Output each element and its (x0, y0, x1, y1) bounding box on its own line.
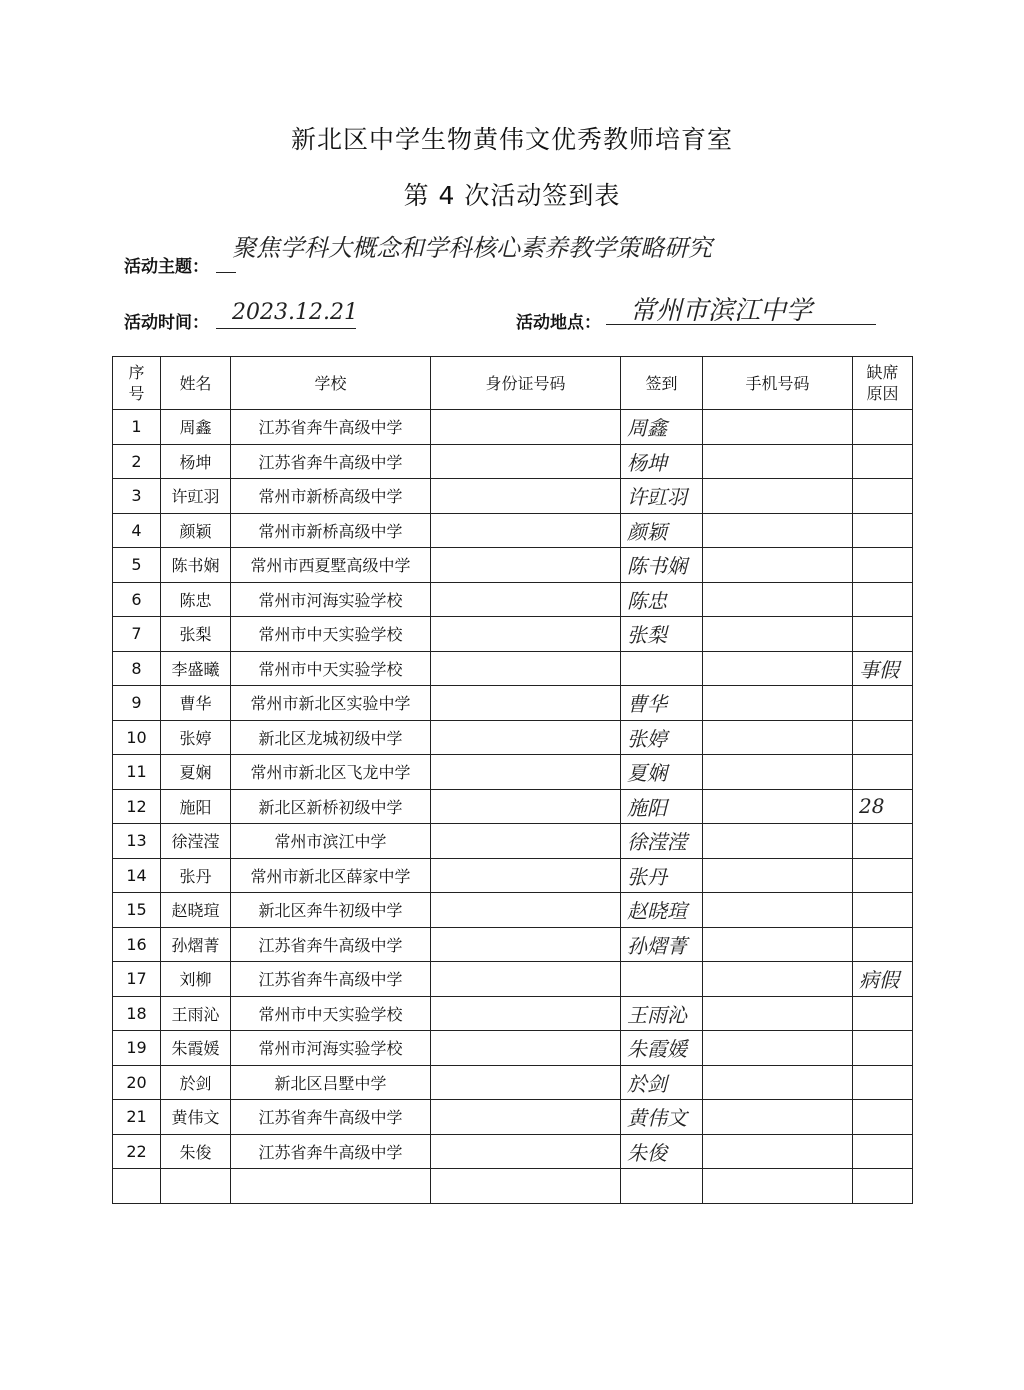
cell-absence (853, 996, 913, 1031)
table-row (113, 582, 913, 617)
cell-absence (853, 582, 913, 617)
cell-index: 4 (113, 513, 161, 548)
table-row (113, 996, 913, 1031)
time-underline (216, 328, 356, 329)
header-name: 姓名 (161, 357, 231, 410)
cell-absence (853, 617, 913, 652)
cell-absence (853, 927, 913, 962)
cell-school: 江苏省奔牛高级中学 (231, 1134, 431, 1169)
place-value: 常州市滨江中学 (630, 296, 813, 326)
cell-id-number (431, 996, 621, 1031)
header-index-line2: 号 (128, 384, 145, 403)
cell-signature: 黄伟文 (621, 1100, 703, 1135)
cell-signature: 曹华 (621, 686, 703, 721)
header-index (113, 357, 161, 410)
cell-name: 黄伟文 (161, 1100, 231, 1135)
cell-name: 孙熠菁 (161, 927, 231, 962)
table-row (113, 479, 913, 514)
cell-phone (703, 479, 853, 514)
cell-school: 常州市新北区薛家中学 (231, 858, 431, 893)
cell-id-number (431, 1169, 621, 1204)
table-row (113, 1169, 913, 1204)
cell-id-number (431, 686, 621, 721)
cell-index: 18 (113, 996, 161, 1031)
cell-absence (853, 720, 913, 755)
table-header-row (113, 357, 913, 410)
document-subtitle: 第 4 次活动签到表 (403, 181, 621, 210)
cell-id-number (431, 513, 621, 548)
cell-school: 新北区新桥初级中学 (231, 789, 431, 824)
cell-signature: 周鑫 (621, 410, 703, 445)
cell-index: 16 (113, 927, 161, 962)
cell-name: 刘柳 (161, 962, 231, 997)
cell-signature: 杨坤 (621, 444, 703, 479)
cell-index: 11 (113, 755, 161, 790)
cell-id-number (431, 962, 621, 997)
cell-absence (853, 444, 913, 479)
cell-id-number (431, 893, 621, 928)
cell-signature: 施阳 (621, 789, 703, 824)
cell-phone (703, 548, 853, 583)
cell-signature: 许豇羽 (621, 479, 703, 514)
signin-table (112, 356, 913, 1204)
cell-index: 19 (113, 1031, 161, 1066)
cell-school: 江苏省奔牛高级中学 (231, 927, 431, 962)
cell-id-number (431, 617, 621, 652)
cell-absence (853, 513, 913, 548)
cell-index: 13 (113, 824, 161, 859)
table-row (113, 651, 913, 686)
cell-name: 张丹 (161, 858, 231, 893)
cell-index: 17 (113, 962, 161, 997)
cell-school: 常州市中天实验学校 (231, 996, 431, 1031)
cell-index: 7 (113, 617, 161, 652)
cell-id-number (431, 1100, 621, 1135)
cell-absence (853, 755, 913, 790)
cell-name: 颜颖 (161, 513, 231, 548)
header-signature: 签到 (621, 357, 703, 410)
cell-school: 常州市新桥高级中学 (231, 513, 431, 548)
cell-school: 常州市中天实验学校 (231, 617, 431, 652)
cell-school: 常州市新北区实验中学 (231, 686, 431, 721)
cell-phone (703, 996, 853, 1031)
cell-id-number (431, 1031, 621, 1066)
cell-phone (703, 617, 853, 652)
cell-phone (703, 686, 853, 721)
cell-signature: 张丹 (621, 858, 703, 893)
cell-absence (853, 824, 913, 859)
cell-signature: 朱俊 (621, 1134, 703, 1169)
cell-phone (703, 755, 853, 790)
header-absence-line1: 缺席 (866, 363, 899, 382)
cell-signature: 颜颖 (621, 513, 703, 548)
theme-value: 聚焦学科大概念和学科核心素养教学策略研究 (232, 234, 712, 262)
cell-school: 常州市西夏墅高级中学 (231, 548, 431, 583)
cell-name: 陈忠 (161, 582, 231, 617)
header-index-line1: 序 (128, 363, 145, 382)
cell-index: 1 (113, 410, 161, 445)
cell-phone (703, 962, 853, 997)
table-row (113, 720, 913, 755)
cell-index: 5 (113, 548, 161, 583)
cell-signature: 朱霞媛 (621, 1031, 703, 1066)
cell-name: 朱俊 (161, 1134, 231, 1169)
cell-school (231, 1169, 431, 1204)
cell-index: 20 (113, 1065, 161, 1100)
cell-phone (703, 927, 853, 962)
cell-id-number (431, 1134, 621, 1169)
cell-absence (853, 1065, 913, 1100)
cell-id-number (431, 858, 621, 893)
cell-index: 14 (113, 858, 161, 893)
cell-name: 施阳 (161, 789, 231, 824)
table-row (113, 1031, 913, 1066)
cell-absence (853, 1100, 913, 1135)
cell-phone (703, 1031, 853, 1066)
table-row (113, 410, 913, 445)
table-row (113, 893, 913, 928)
cell-signature: 赵晓瑄 (621, 893, 703, 928)
place-label: 活动地点： (516, 313, 601, 333)
cell-signature (621, 962, 703, 997)
time-label: 活动时间： (124, 313, 209, 333)
cell-phone (703, 789, 853, 824)
table-row (113, 1100, 913, 1135)
table-row (113, 1065, 913, 1100)
cell-phone (703, 1169, 853, 1204)
header-absence-line2: 原因 (866, 384, 899, 403)
cell-school: 新北区龙城初级中学 (231, 720, 431, 755)
cell-signature: 陈书娴 (621, 548, 703, 583)
cell-school: 常州市河海实验学校 (231, 1031, 431, 1066)
cell-phone (703, 651, 853, 686)
cell-phone (703, 824, 853, 859)
table-row (113, 858, 913, 893)
cell-id-number (431, 548, 621, 583)
cell-school: 新北区吕墅中学 (231, 1065, 431, 1100)
cell-phone (703, 1065, 853, 1100)
cell-school: 江苏省奔牛高级中学 (231, 962, 431, 997)
cell-absence (853, 893, 913, 928)
header-id-number: 身份证号码 (431, 357, 621, 410)
cell-school: 常州市新北区飞龙中学 (231, 755, 431, 790)
cell-signature: 孙熠菁 (621, 927, 703, 962)
theme-underline (216, 272, 236, 273)
place-underline (606, 324, 876, 325)
time-value: 2023.12.21 (232, 300, 358, 325)
cell-index: 15 (113, 893, 161, 928)
cell-phone (703, 582, 853, 617)
table-row (113, 824, 913, 859)
cell-school: 江苏省奔牛高级中学 (231, 1100, 431, 1135)
cell-name: 王雨沁 (161, 996, 231, 1031)
cell-index (113, 1169, 161, 1204)
cell-id-number (431, 755, 621, 790)
cell-index: 8 (113, 651, 161, 686)
table-row (113, 617, 913, 652)
cell-absence (853, 1031, 913, 1066)
table-row (113, 755, 913, 790)
cell-signature: 於剑 (621, 1065, 703, 1100)
cell-id-number (431, 582, 621, 617)
cell-phone (703, 893, 853, 928)
cell-phone (703, 513, 853, 548)
table-row (113, 927, 913, 962)
cell-signature: 张梨 (621, 617, 703, 652)
header-phone: 手机号码 (703, 357, 853, 410)
cell-id-number (431, 410, 621, 445)
cell-absence (853, 548, 913, 583)
cell-name: 李盛曦 (161, 651, 231, 686)
cell-signature: 徐滢滢 (621, 824, 703, 859)
cell-phone (703, 858, 853, 893)
cell-name: 张梨 (161, 617, 231, 652)
cell-name: 周鑫 (161, 410, 231, 445)
cell-phone (703, 444, 853, 479)
cell-signature: 陈忠 (621, 582, 703, 617)
cell-absence (853, 1169, 913, 1204)
cell-phone (703, 1134, 853, 1169)
cell-id-number (431, 479, 621, 514)
cell-signature (621, 651, 703, 686)
cell-index: 10 (113, 720, 161, 755)
theme-label: 活动主题： (124, 257, 209, 277)
cell-name: 朱霞媛 (161, 1031, 231, 1066)
cell-name: 曹华 (161, 686, 231, 721)
cell-school: 江苏省奔牛高级中学 (231, 444, 431, 479)
cell-signature (621, 1169, 703, 1204)
cell-name: 赵晓瑄 (161, 893, 231, 928)
cell-id-number (431, 720, 621, 755)
cell-absence: 事假 (853, 651, 913, 686)
cell-absence (853, 410, 913, 445)
cell-school: 常州市河海实验学校 (231, 582, 431, 617)
cell-name: 於剑 (161, 1065, 231, 1100)
cell-name: 徐滢滢 (161, 824, 231, 859)
cell-phone (703, 720, 853, 755)
cell-id-number (431, 824, 621, 859)
cell-absence (853, 686, 913, 721)
cell-school: 常州市新桥高级中学 (231, 479, 431, 514)
cell-absence (853, 1134, 913, 1169)
cell-phone (703, 1100, 853, 1135)
cell-name: 夏娴 (161, 755, 231, 790)
cell-index: 3 (113, 479, 161, 514)
cell-name: 陈书娴 (161, 548, 231, 583)
cell-signature: 王雨沁 (621, 996, 703, 1031)
cell-name: 杨坤 (161, 444, 231, 479)
cell-id-number (431, 927, 621, 962)
cell-name: 张婷 (161, 720, 231, 755)
header-school: 学校 (231, 357, 431, 410)
cell-name (161, 1169, 231, 1204)
cell-index: 21 (113, 1100, 161, 1135)
cell-index: 6 (113, 582, 161, 617)
header-absence (853, 357, 913, 410)
cell-school: 常州市中天实验学校 (231, 651, 431, 686)
cell-school: 常州市滨江中学 (231, 824, 431, 859)
table-row (113, 548, 913, 583)
cell-absence: 28 (853, 789, 913, 824)
cell-index: 9 (113, 686, 161, 721)
cell-absence (853, 479, 913, 514)
cell-id-number (431, 651, 621, 686)
table-row (113, 513, 913, 548)
cell-school: 新北区奔牛初级中学 (231, 893, 431, 928)
table-row (113, 444, 913, 479)
cell-signature: 夏娴 (621, 755, 703, 790)
cell-signature: 张婷 (621, 720, 703, 755)
cell-school: 江苏省奔牛高级中学 (231, 410, 431, 445)
table-row (113, 1134, 913, 1169)
cell-name: 许豇羽 (161, 479, 231, 514)
cell-id-number (431, 1065, 621, 1100)
document-title: 新北区中学生物黄伟文优秀教师培育室 (290, 125, 733, 154)
cell-absence: 病假 (853, 962, 913, 997)
cell-absence (853, 858, 913, 893)
cell-id-number (431, 444, 621, 479)
table-row (113, 789, 913, 824)
table-row (113, 686, 913, 721)
table-row (113, 962, 913, 997)
cell-index: 2 (113, 444, 161, 479)
cell-id-number (431, 789, 621, 824)
cell-index: 12 (113, 789, 161, 824)
cell-phone (703, 410, 853, 445)
cell-index: 22 (113, 1134, 161, 1169)
